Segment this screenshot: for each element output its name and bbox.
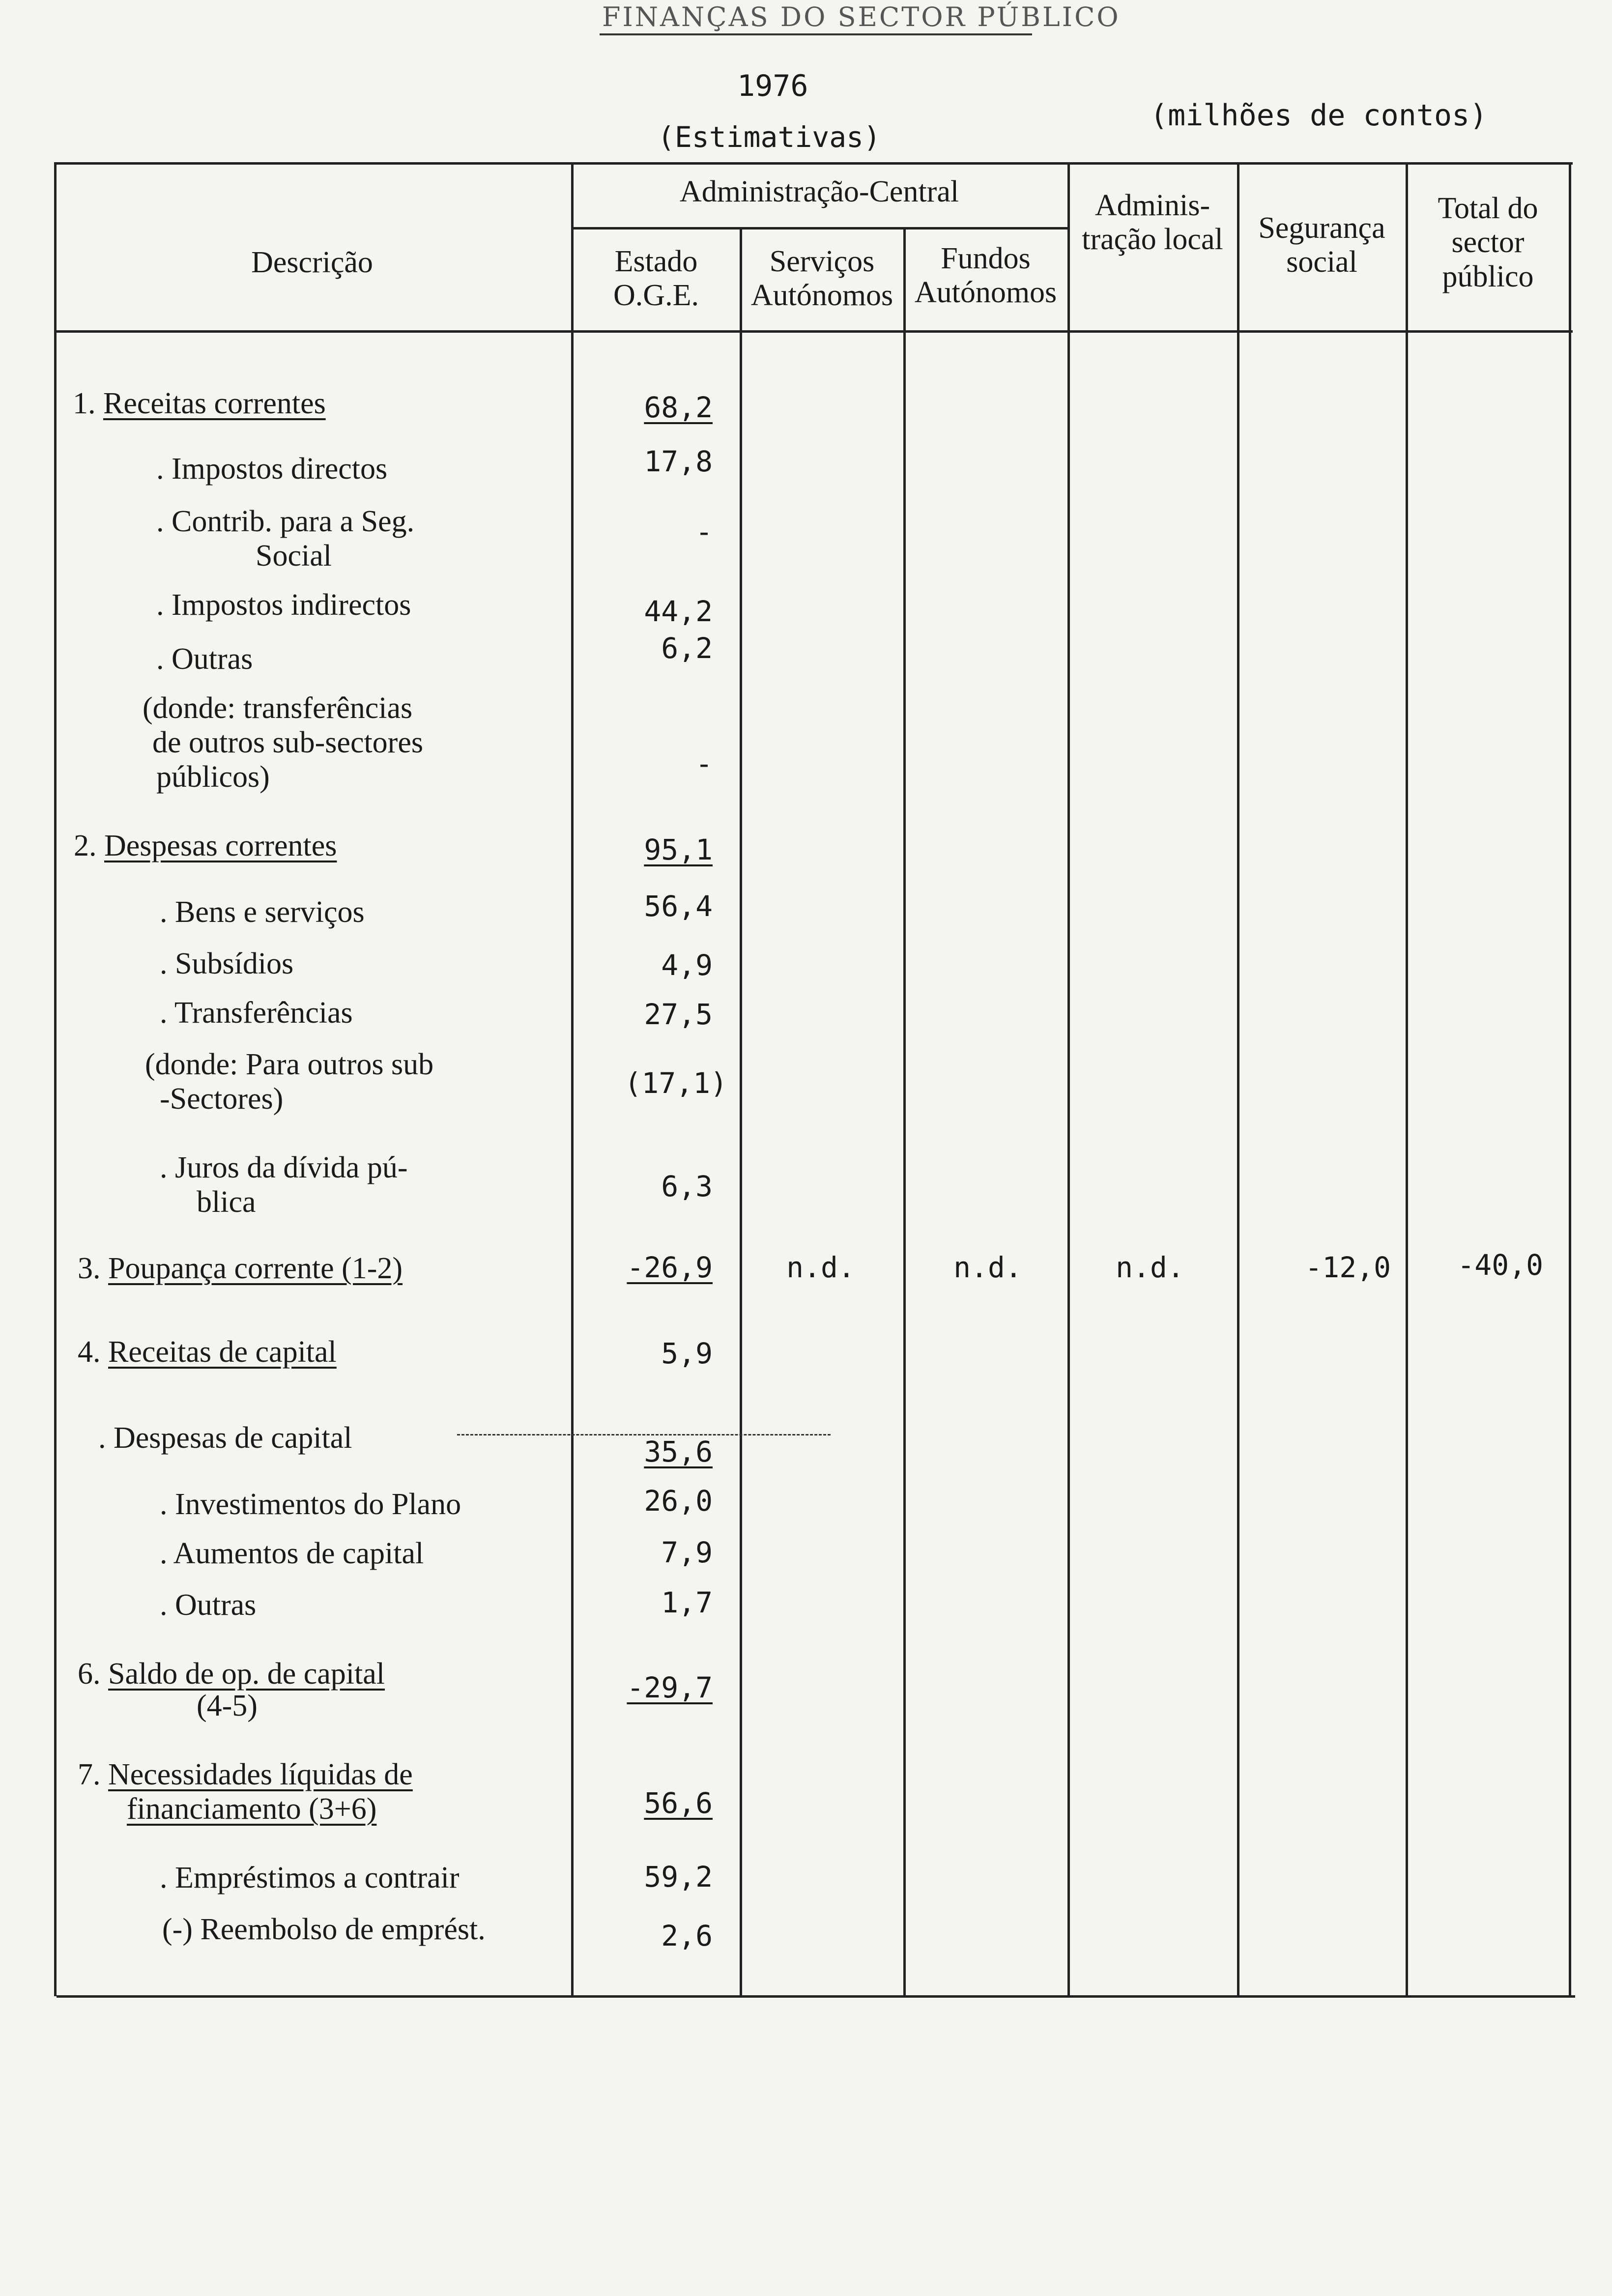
row-label: . Subsídios <box>160 947 294 980</box>
row-estado-value: 7,9 <box>661 1536 713 1569</box>
row-label: . Impostos indirectos <box>156 588 411 622</box>
row-estado-value: 4,9 <box>661 948 713 982</box>
row-label: 7. Necessidades líquidas de <box>78 1758 413 1791</box>
document-title: FINANÇAS DO SECTOR PÚBLICO <box>602 1 1121 32</box>
row-label: 1. Receitas correntes <box>73 387 326 420</box>
row-estado-value: 95,1 <box>644 833 713 866</box>
row-label-continued: -Sectores) <box>160 1082 284 1116</box>
row-estado-value: - <box>695 747 713 780</box>
row-fundos-value: n.d. <box>953 1251 1022 1284</box>
row-label: (donde: transferências <box>143 691 413 725</box>
row-estado-value: 35,6 <box>644 1435 713 1468</box>
row-estado-value: 59,2 <box>644 1860 713 1894</box>
row-estado-value: 1,7 <box>661 1586 713 1619</box>
row-estado-value: -26,9 <box>627 1251 713 1284</box>
row-servicos-value: n.d. <box>786 1251 855 1284</box>
row-label: 2. Despesas correntes <box>74 829 337 862</box>
col-header-admin-local: Adminis- tração local <box>1082 189 1223 257</box>
col-header-seguranca: Segurança social <box>1258 211 1385 279</box>
row-local-value: n.d. <box>1116 1251 1184 1284</box>
row-label: . Juros da dívida pú- <box>160 1151 408 1184</box>
row-estado-value: 26,0 <box>644 1484 713 1518</box>
row-label: . Contrib. para a Seg. <box>156 505 415 538</box>
row-estado-value: (17,1) <box>624 1066 727 1100</box>
row-label-continued: financiamento (3+6) <box>127 1792 377 1826</box>
row-label: 6. Saldo de op. de capital <box>78 1657 385 1691</box>
row-estado-value: 27,5 <box>644 998 713 1031</box>
row-label: . Investimentos do Plano <box>160 1488 461 1521</box>
row-label: . Aumentos de capital <box>160 1537 424 1570</box>
row-label: (-) Reembolso de emprést. <box>162 1913 486 1946</box>
row-label: (donde: Para outros sub <box>145 1048 434 1081</box>
row-estado-value: - <box>695 515 713 548</box>
col-header-estado: Estado O.G.E. <box>613 245 699 313</box>
col-header-admin-central: Administração-Central <box>679 175 959 208</box>
row-estado-value: 6,3 <box>661 1170 713 1203</box>
row-label-continued: Social <box>256 539 332 573</box>
row-estado-value: 17,8 <box>644 445 713 478</box>
row-estado-value: 68,2 <box>644 391 713 424</box>
row-estado-value: 6,2 <box>661 631 713 665</box>
row-label: . Outras <box>156 642 253 676</box>
row-estado-value: 56,4 <box>644 890 713 923</box>
col-header-total: Total do sector público <box>1438 192 1538 293</box>
row-label: . Bens e serviços <box>160 895 365 929</box>
unit-label: (milhões de contos) <box>1150 98 1488 133</box>
row-label: 4. Receitas de capital <box>78 1335 337 1369</box>
col-header-descricao: Descrição <box>251 246 373 279</box>
year-label: 1976 <box>737 69 808 103</box>
row-label: . Despesas de capital <box>98 1421 352 1455</box>
row-label: . Outras <box>160 1588 257 1622</box>
row-label: . Empréstimos a contrair <box>160 1861 460 1894</box>
subtitle: (Estimativas) <box>658 120 881 154</box>
row-estado-value: 5,9 <box>661 1337 713 1370</box>
row-estado-value: 2,6 <box>661 1919 713 1952</box>
row-label-continued: de outros sub-sectores <box>152 726 423 759</box>
row-total-value: -40,0 <box>1457 1248 1543 1282</box>
row-seguranca-value: -12,0 <box>1305 1251 1391 1284</box>
row-label-continued: (4-5) <box>197 1689 258 1722</box>
row-label: . Transferências <box>160 996 353 1030</box>
row-label: 3. Poupança corrente (1-2) <box>78 1252 403 1285</box>
title-underline <box>600 33 1032 35</box>
row-estado-value: 56,6 <box>644 1786 713 1820</box>
col-header-fundos: Fundos Autónomos <box>914 242 1057 310</box>
row-label-continued: públicos) <box>156 760 270 794</box>
col-header-servicos: Serviços Autónomos <box>750 245 893 313</box>
row-estado-value: -29,7 <box>627 1671 713 1704</box>
row-label: . Impostos directos <box>156 452 388 486</box>
row-estado-value: 44,2 <box>644 595 713 628</box>
row-label-continued: blica <box>197 1185 256 1219</box>
